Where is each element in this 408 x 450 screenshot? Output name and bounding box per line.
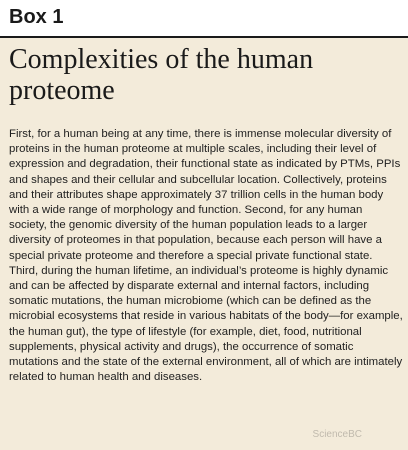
box-title: Complexities of the human proteome bbox=[9, 44, 314, 106]
box-paragraph: First, for a human being at any time, there is immense molecular diversity of proteins in the human proteome at multiple scales, including their level of expression and degradation, their functional state as indicated by PTMs, PPIs and shapes and their cellular and subcellular location. Collectively, proteins and their attributes shape approximately 37 trillion cells in the human body with a wide range of morphology and function. Second, for any human society, the genomic diversity of the human population leads to a larger diversity of proteomes in that population, because each person will have a special private proteome and therefore a special private functional state. Third, during the human lifetime, an individual’s proteome is highly dynamic and can be affected by disparate external and internal factors, including somatic mutations, the human microbiome (which can be defined as the microbial ecosystems that reside in various habitats of the body—for example, the human gut), the type of lifestyle (for example, diet, food, nutritional supplements, physical activity and drugs), the occurrence of somatic mutations and the state of the external environment, all of which are intimately related to human health and diseases. bbox=[9, 128, 403, 384]
box-header bbox=[0, 0, 408, 36]
box-body bbox=[0, 38, 408, 450]
box-label: Box 1 bbox=[9, 6, 64, 28]
watermark-text: ScienceBC bbox=[312, 429, 362, 440]
